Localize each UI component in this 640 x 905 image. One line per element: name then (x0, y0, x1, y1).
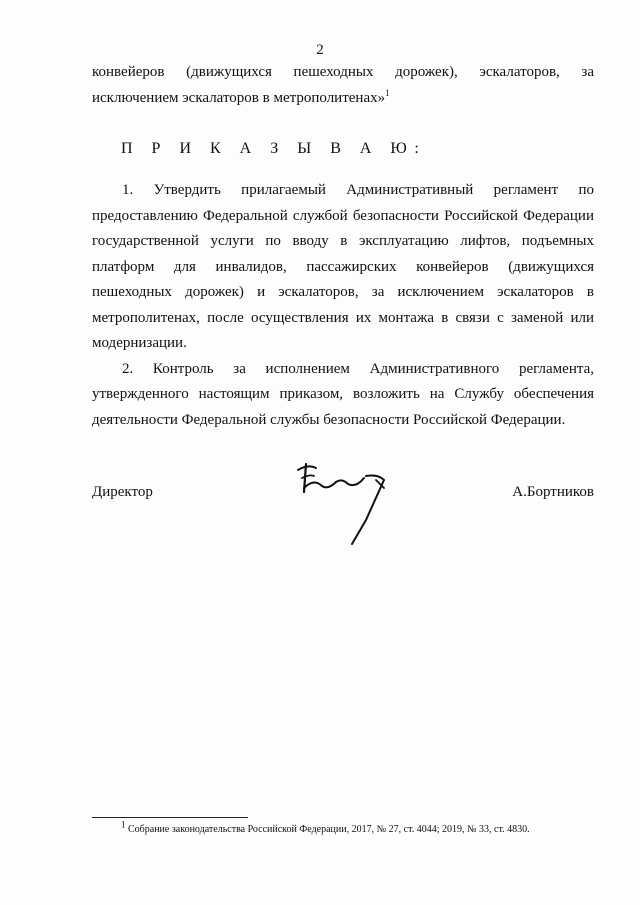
signatory-role: Директор (92, 484, 153, 500)
footnote (121, 819, 601, 837)
order-heading: П Р И К А З Ы В А Ю: (121, 140, 427, 157)
handwritten-signature (292, 460, 402, 550)
intro-paragraph (92, 60, 594, 111)
footnote-separator (92, 817, 248, 818)
intro-text: конвейеров (движущихся пешеходных дорожек), эскалаторов, за исключением эскалаторов в метрополитенах» (92, 64, 594, 106)
signature-block (92, 482, 594, 562)
order-item-1: 1. Утвердить прилагаемый Административный регламент по предоставлению Федеральной службой безопасности Российской Федерации государственной услуги по вводу в эксплуатацию лифтов, подъемных платформ для инвалидов, пассажирских конвейеров (движущихся пешеходных дорожек) и эскалаторов, за исключением эскалаторов в метрополитенах, после осуществления их монтажа в связи с заменой или модернизации. (92, 182, 594, 351)
page-number: 2 (316, 42, 324, 58)
order-item-2: 2. Контроль за исполнением Административного регламента, утвержденного настоящим приказом, возложить на Службу обеспечения деятельности Федеральной службы безопасности Российской Федерации. (92, 360, 594, 428)
footnote-text: Собрание законодательства Российской Федерации, 2017, № 27, ст. 4044; 2019, № 33, ст. 4830. (128, 824, 530, 835)
order-items (92, 178, 594, 433)
footnote-reference: 1 (385, 87, 390, 98)
footnote-mark: 1 (121, 819, 126, 830)
signatory-name: А.Бортников (512, 484, 594, 500)
